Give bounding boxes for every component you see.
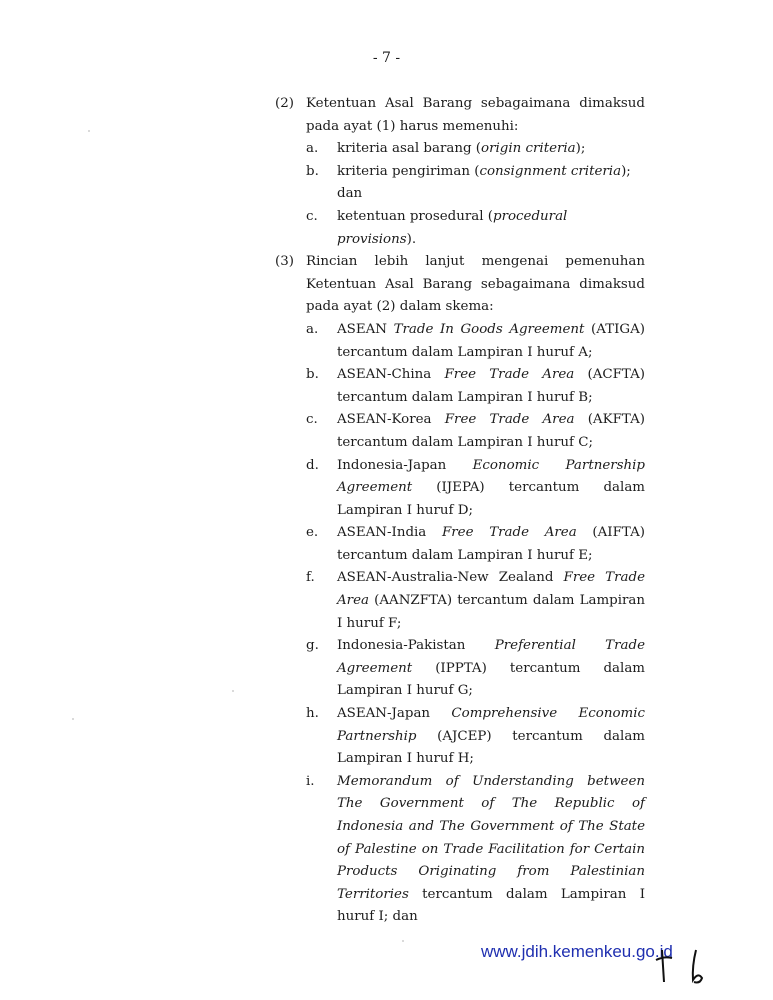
list-item: e. ASEAN-India Free Trade Area (AIFTA) tercantum dalam Lampiran I huruf E; [306,525,645,563]
page-number: - 7 - [372,50,401,66]
list-item: d. Indonesia-Japan Economic Partnership Agreement (IJEPA) tercantum dalam Lampiran I huruf D; [306,457,645,518]
list-item: c. ASEAN-Korea Free Trade Area (AKFTA) tercantum dalam Lampiran I huruf C; [306,412,645,450]
list-item: a. kriteria asal barang (origin criteria); [306,141,586,157]
list-item: b. ASEAN-China Free Trade Area (ACFTA) tercantum dalam Lampiran I huruf B; [306,367,645,405]
footer-url: www.jdih.kemenkeu.go.id [481,942,673,961]
list-item: a. ASEAN Trade In Goods Agreement (ATIGA) tercantum dalam Lampiran I huruf A; [306,321,646,360]
scan-speck [402,940,404,942]
list-item: h. ASEAN-Japan Comprehensive Economic Partnership (AJCEP) tercantum dalam Lampiran I huruf H; [306,706,645,767]
clause-number: (3) [275,254,294,270]
clause-2 [275,93,645,251]
list-item: f. ASEAN-Australia-New Zealand Free Trade Area (AANZFTA) tercantum dalam Lampiran I huruf F; [306,570,645,631]
document-body [275,93,645,929]
clause-intro-line: Rincian lebih lanjut mengenai pemenuhan [306,254,645,270]
list-item: c. ketentuan prosedural (procedural provisions). [306,208,568,247]
scan-speck [232,690,234,692]
clause-3 [275,251,645,929]
scan-speck [72,718,74,720]
list-item: b. kriteria pengiriman (consignment criteria); dan [306,163,631,202]
clause-intro: Ketentuan Asal Barang sebagaimana dimaksud pada ayat (2) dalam skema: [306,276,645,315]
clause-3-list [306,319,645,929]
scan-speck [88,130,90,132]
clause-intro: Ketentuan Asal Barang sebagaimana dimaksud pada ayat (1) harus memenuhi: [306,96,645,134]
list-item: i. Memorandum of Understanding between The Government of The Republic of Indonesia and The Government of The State of Palestine on Trade Facilitation for Certain Products Originating from Palestinian Territories tercantum dalam Lampiran I huruf I; dan [306,773,645,925]
list-item: g. Indonesia-Pakistan Preferential Trade Agreement (IPPTA) tercantum dalam Lampiran I huruf G; [306,638,645,699]
clause-number: (2) [275,96,294,111]
clause-2-list [306,138,645,251]
paraf-signature-icon [652,944,708,988]
